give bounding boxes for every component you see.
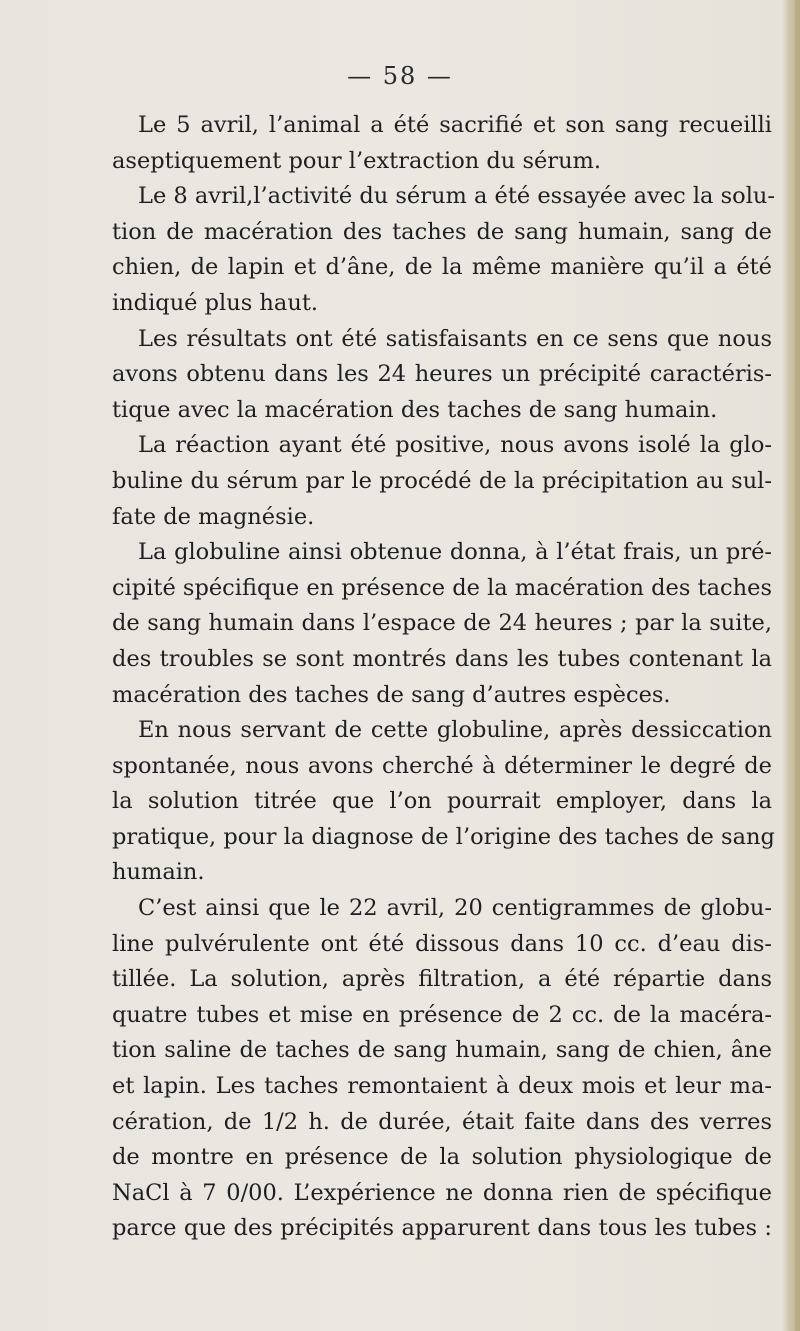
- text-line: La réaction ayant été positive, nous avons isolé la glo-: [138, 432, 772, 459]
- text-line: quatre tubes et mise en présence de 2 cc. de la macéra-: [112, 1001, 772, 1028]
- text-line: cération, de 1/2 h. de durée, était faite dans des verres: [112, 1108, 772, 1135]
- text-line: de sang humain dans l’espace de 24 heures ; par la suite,: [112, 610, 772, 637]
- text-line: humain.: [112, 859, 205, 886]
- text-line: de montre en présence de la solution physiologique de: [112, 1144, 772, 1171]
- text-line: tion saline de taches de sang humain, sang de chien, âne: [112, 1037, 772, 1064]
- text-line: fate de magnésie.: [112, 503, 315, 530]
- text-line: parce que des précipités apparurent dans tous les tubes :: [112, 1215, 772, 1242]
- text-line: buline du sérum par le procédé de la précipitation au sul-: [112, 467, 772, 494]
- text-line: des troubles se sont montrés dans les tubes contenant la: [112, 645, 772, 672]
- text-line: pratique, pour la diagnose de l’origine des taches de sang: [112, 823, 775, 850]
- text-line: et lapin. Les taches remontaient à deux mois et leur ma-: [112, 1073, 772, 1100]
- text-line: Le 5 avril, l’animal a été sacrifié et son sang recueilli: [138, 112, 772, 138]
- text-line: Les résultats ont été satisfaisants en ce sens que nous: [138, 325, 772, 352]
- page-number: — 58 —: [347, 62, 453, 90]
- text-line: La globuline ainsi obtenue donna, à l’état frais, un pré-: [138, 539, 772, 566]
- text-line: NaCl à 7 0/00. L’expérience ne donna rien de spécifique: [112, 1179, 772, 1206]
- page-edge: [782, 0, 800, 1331]
- text-line: tillée. La solution, après filtration, a été répartie dans: [112, 966, 772, 993]
- text-line: cipité spécifique en présence de la macération des taches: [112, 574, 772, 601]
- text-line: En nous servant de cette globuline, après dessiccation: [138, 717, 772, 744]
- text-line: avons obtenu dans les 24 heures un précipité caractéris-: [112, 361, 772, 388]
- text-line: chien, de lapin et d’âne, de la même manière qu’il a été: [112, 254, 772, 281]
- text-line: tique avec la macération des taches de sang humain.: [112, 396, 718, 423]
- text-line: spontanée, nous avons cherché à déterminer le degré de: [112, 752, 772, 779]
- body-text: [112, 108, 776, 1247]
- text-line: macération des taches de sang d’autres espèces.: [112, 681, 671, 708]
- text-line: aseptiquement pour l’extraction du sérum.: [112, 147, 602, 174]
- text-line: indiqué plus haut.: [112, 289, 319, 316]
- text-line: Le 8 avril,l’activité du sérum a été essayée avec la solu-: [138, 183, 776, 210]
- text-line: line pulvérulente ont été dissous dans 10 cc. d’eau dis-: [112, 930, 772, 957]
- text-line: tion de macération des taches de sang humain, sang de: [112, 218, 772, 245]
- text-line: la solution titrée que l’on pourrait employer, dans la: [112, 788, 772, 815]
- text-line: C’est ainsi que le 22 avril, 20 centigrammes de globu-: [138, 895, 772, 922]
